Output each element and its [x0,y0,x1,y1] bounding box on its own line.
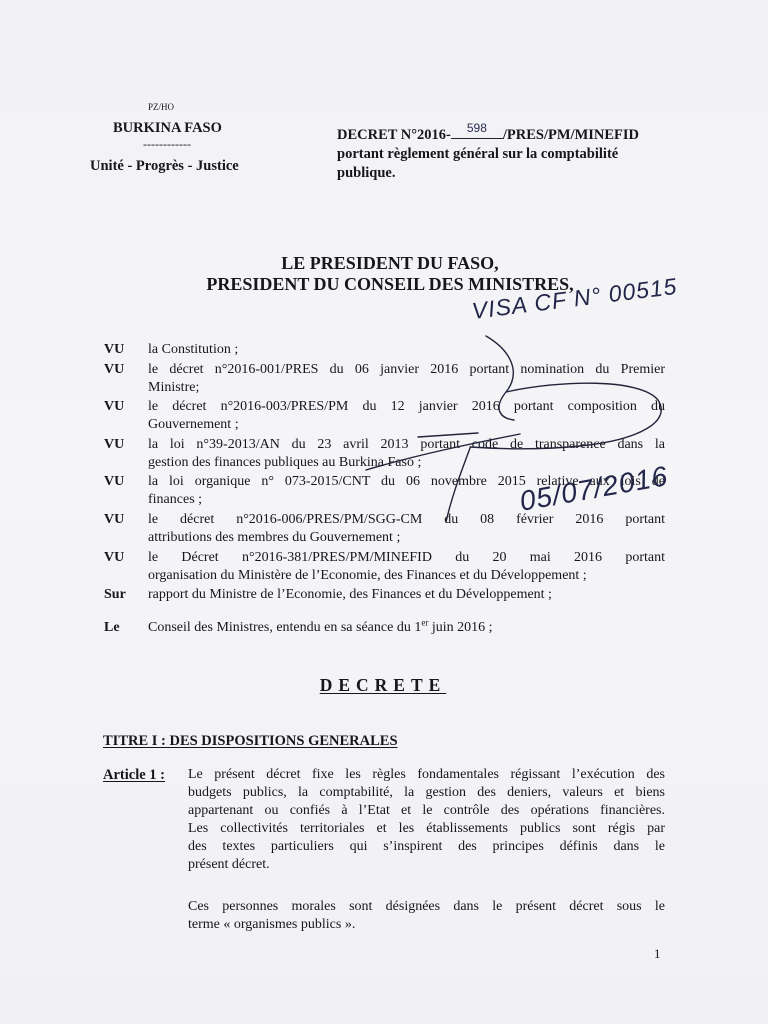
visa-label: VU [104,399,125,415]
decrete-heading: DECRETE [319,675,447,695]
visa-row [104,549,665,585]
handwritten-decree-number: 598 [466,121,487,135]
decree-suffix: /PRES/PM/MINEFID [502,127,640,143]
national-motto: Unité - Progrès - Justice [90,158,239,174]
visa-row [104,361,665,397]
council-text-before: Conseil des Ministres, entendu en sa séance du 1 [148,620,422,635]
visa-label: VU [104,342,125,357]
visa-row [104,398,665,434]
article-1-paragraph [188,766,665,874]
council-text-after: juin 2016 ; [428,620,493,635]
visa-text-line: finances ; [148,492,203,508]
visa-row [104,341,665,359]
decree-number-slot [451,121,503,139]
visa-text-line: organisation du Ministère de l’Economie, des Finances et du Développement ; [148,567,587,583]
visa-text-line: Ministre; [148,379,200,395]
visa-text-line: le décret n°2016-006/PRES/PM/SGG-CM du 08 février 2016 portant [148,511,665,527]
visa-text-line: Gouvernement ; [148,417,239,433]
article-1-paragraph [188,898,665,934]
visa-label: VU [104,511,125,527]
header-separator: ------------ [143,137,191,151]
decree-subject-line: portant règlement général sur la comptabilité [337,146,619,162]
visa-text-line: le décret n°2016-003/PRES/PM du 12 janvier 2016 portant composition du [148,399,665,415]
visa-row [104,436,665,472]
visa-text [148,398,665,434]
article-line: présent décret. [188,857,270,872]
visa-label: VU [104,549,125,565]
handwritten-visa-number: VISA CF N° 00515 [470,272,679,324]
visa-label: VU [104,361,125,377]
handwritten-date: 05/07/2016 [517,460,671,517]
visa-text-line: la Constitution ; [148,342,239,357]
article-1-label: Article 1 : [103,767,165,783]
visa-text [148,549,665,585]
authority-line-1: LE PRESIDENT DU FASO, [281,253,499,273]
article-line: appartenant ou confiés à l’Etat et le contrôle des opérations financières. [188,803,665,818]
visas-list [104,341,665,606]
decree-number-line [337,121,667,145]
visa-text [148,511,665,547]
visa-text-line: le Décret n°2016-381/PRES/PM/MINEFID du 20 mai 2016 portant [148,549,665,565]
decree-reference [337,121,667,183]
visa-text [148,361,665,397]
visa-text-line: la loi organique n° 073-2015/CNT du 06 novembre 2015 relative aux lois de [148,474,665,490]
visa-text [148,341,665,359]
visa-text-line: attributions des membres du Gouvernement ; [148,529,401,545]
title-heading: TITRE I : DES DISPOSITIONS GENERALES [103,733,398,749]
decree-subject-line: publique. [337,165,396,181]
article-line: terme « organismes publics ». [188,917,356,932]
visa-label: VU [104,436,125,452]
visa-row [104,511,665,547]
country-name: BURKINA FASO [113,120,222,136]
article-line: Le présent décret fixe les règles fondamentales régissant l’exécution des [188,767,665,782]
visa-text-line: rapport du Ministre de l’Economie, des Finances et du Développement ; [148,587,552,603]
council-clause [104,619,665,637]
visa-text-line: gestion des finances publiques au Burkina Faso ; [148,454,422,470]
reference-initials: PZ/HO [148,102,175,112]
visa-label: VU [104,474,125,490]
decree-prefix: DECRET N°2016- [337,127,451,143]
visa-text [148,586,665,604]
article-line: budgets publics, la comptabilité, la gestion des deniers, valeurs et biens [188,785,665,800]
visa-label: Sur [104,587,126,603]
visa-text-line: le décret n°2016-001/PRES du 06 janvier 2016 portant nomination du Premier [148,361,665,377]
visa-text-line: la loi n°39-2013/AN du 23 avril 2013 portant code de transparence dans la [148,436,665,452]
visa-row-sur [104,586,665,604]
article-line: Ces personnes morales sont désignées dans le présent décret sous le [188,899,665,914]
article-line: des textes particuliers qui s’inspirent des principes définis dans le [188,839,665,854]
authority-line-2: PRESIDENT DU CONSEIL DES MINISTRES, [206,274,574,294]
visa-text [148,436,665,472]
article-line: Les collectivités territoriales et les établissements publics sont régis par [188,821,665,836]
council-text [148,619,665,637]
council-label: Le [104,620,120,635]
page-number: 1 [654,946,661,961]
council-superscript: er [421,617,429,628]
